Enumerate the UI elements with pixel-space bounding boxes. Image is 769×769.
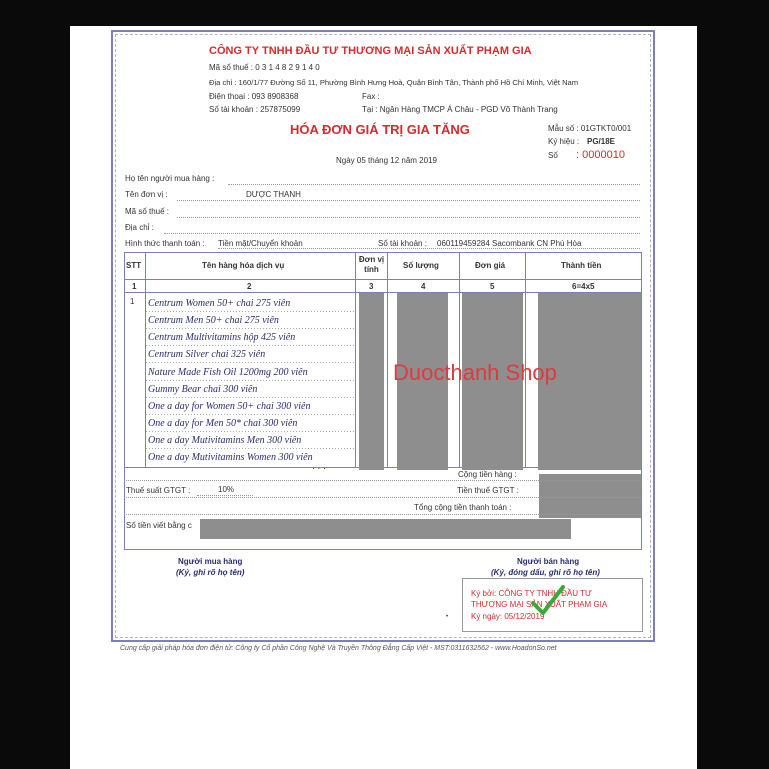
row-stt: 1 (130, 297, 135, 306)
seller-phone: Điện thoại : 093 8908368 (209, 92, 299, 101)
col-number-4: 4 (421, 282, 426, 291)
signed-by-company: THƯƠNG MẠI SẢN XUẤT PHẠM GIA (471, 600, 608, 609)
payment-value: Tiền mặt/Chuyển khoản (218, 239, 303, 248)
amount-in-words-label: Số tiền viết bằng c (126, 521, 192, 530)
buyer-unit-value: DƯỢC THANH (246, 190, 301, 199)
header-amount: Thành tiền (561, 261, 602, 270)
scribble-dots: · · · (312, 463, 326, 473)
invoice-title: HÓA ĐƠN GIÁ TRỊ GIA TĂNG (290, 122, 470, 137)
invoice-date: Ngày 05 tháng 12 năm 2019 (336, 156, 437, 165)
item-line: Centrum Men 50+ chai 275 viên (148, 315, 279, 326)
payment-label: Hình thức thanh toán : (125, 239, 205, 248)
seller-fax: Fax : (362, 92, 380, 101)
buyer-sign-title: Người mua hàng (178, 557, 243, 566)
buyer-tax-label: Mã số thuế : (125, 207, 170, 216)
buyer-address-label: Địa chỉ : (125, 223, 154, 232)
signed-by: Ký bởi: CÔNG TY TNHH ĐẦU TƯ (471, 589, 592, 598)
buyer-account-value: 060119459284 Sacombank CN Phú Hòa (437, 239, 582, 248)
company-name: CÔNG TY TNHH ĐẦU TƯ THƯƠNG MẠI SẢN XUẤT PHẠM GIA (209, 45, 532, 57)
invoice-number: : 0000010 (576, 149, 625, 161)
header-stt: STT (126, 261, 142, 270)
item-line: One a day for Women 50+ chai 300 viên (148, 401, 311, 412)
invoice-symbol: PG/18E (587, 137, 616, 146)
seller-sign-note: (Ký, đóng dấu, ghi rõ họ tên) (491, 568, 600, 577)
vat-rate-value: 10% (218, 485, 235, 494)
redacted-amount-in-words (200, 519, 571, 539)
buyer-account-label: Số tài khoản : (378, 239, 427, 248)
col-number-6: 6=4x5 (572, 282, 595, 291)
invoice-number-label: Số (548, 151, 558, 160)
redacted-unit-column (359, 293, 384, 470)
item-line: One a day for Men 50* chai 300 viên (148, 418, 298, 429)
item-line: One a day Mutivitamins Men 300 viên (148, 435, 302, 446)
invoice-form: Mẫu số : 01GTKT0/001 (548, 124, 632, 133)
provider-footer: Cung cấp giải pháp hóa đơn điện tử: Công ty Cổ phần Công Nghệ Và Truyền Thông Đẳng Cấp Việt - MST:0311632562 - www.HoadonSo.net (120, 645, 557, 652)
seller-address: Địa chỉ : 160/1/77 Đường Số 11, Phường Bình Hưng Hoà, Quận Bình Tân, Thành phố Hồ Chí Minh, Việt Nam (209, 78, 579, 87)
subtotal-label: Cộng tiền hàng : (458, 470, 517, 479)
buyer-unit-label: Tên đơn vị : (125, 190, 168, 199)
header-unit: Đơn vị tính (358, 255, 385, 274)
seller-sign-title: Người bán hàng (517, 557, 580, 566)
buyer-sign-note: (Ký, ghi rõ họ tên) (176, 568, 245, 577)
buyer-name-label: Họ tên người mua hàng : (125, 174, 215, 183)
total-label: Tổng cộng tiền thanh toán : (414, 503, 512, 512)
item-line: Centrum Women 50+ chai 275 viên (148, 298, 291, 309)
shop-watermark: Duocthanh Shop (393, 360, 557, 385)
item-line: Gummy Bear chai 300 viên (148, 384, 258, 395)
header-unit-price: Đơn giá (475, 261, 506, 270)
small-dot: • (446, 614, 449, 620)
header-item-name: Tên hàng hóa dịch vụ (202, 261, 285, 270)
invoice-symbol-label: Ký hiệu : (548, 137, 580, 146)
item-line: Centrum Silver chai 325 viên (148, 349, 266, 360)
vat-rate-label: Thuế suất GTGT : (126, 486, 191, 495)
signed-date: Ký ngày: 05/12/2019 (471, 612, 545, 621)
dotted-line (124, 514, 641, 515)
header-quantity: Số lượng (403, 261, 439, 270)
dotted-line (124, 497, 641, 498)
item-line: Nature Made Fish Oil 1200mg 200 viên (148, 367, 308, 378)
seller-bank: Tại : Ngân Hàng TMCP Á Châu - PGD Võ Thành Trang (362, 105, 558, 114)
dotted-line (124, 480, 641, 481)
seller-account: Số tài khoản : 257875099 (209, 105, 301, 114)
col-number-2: 2 (247, 282, 252, 291)
dotted-line (197, 495, 253, 496)
col-number-1: 1 (132, 282, 137, 291)
col-number-5: 5 (490, 282, 495, 291)
col-number-3: 3 (369, 282, 374, 291)
checkmark-icon (530, 584, 566, 618)
vat-amount-label: Tiền thuế GTGT : (457, 486, 519, 495)
seller-tax-code: Mã số thuế : 0 3 1 4 8 2 9 1 4 0 (209, 63, 320, 72)
item-line: One a day Mutivitamins Women 300 viên (148, 452, 313, 463)
item-line: Centrum Multivitamins hộp 425 viên (148, 332, 296, 343)
